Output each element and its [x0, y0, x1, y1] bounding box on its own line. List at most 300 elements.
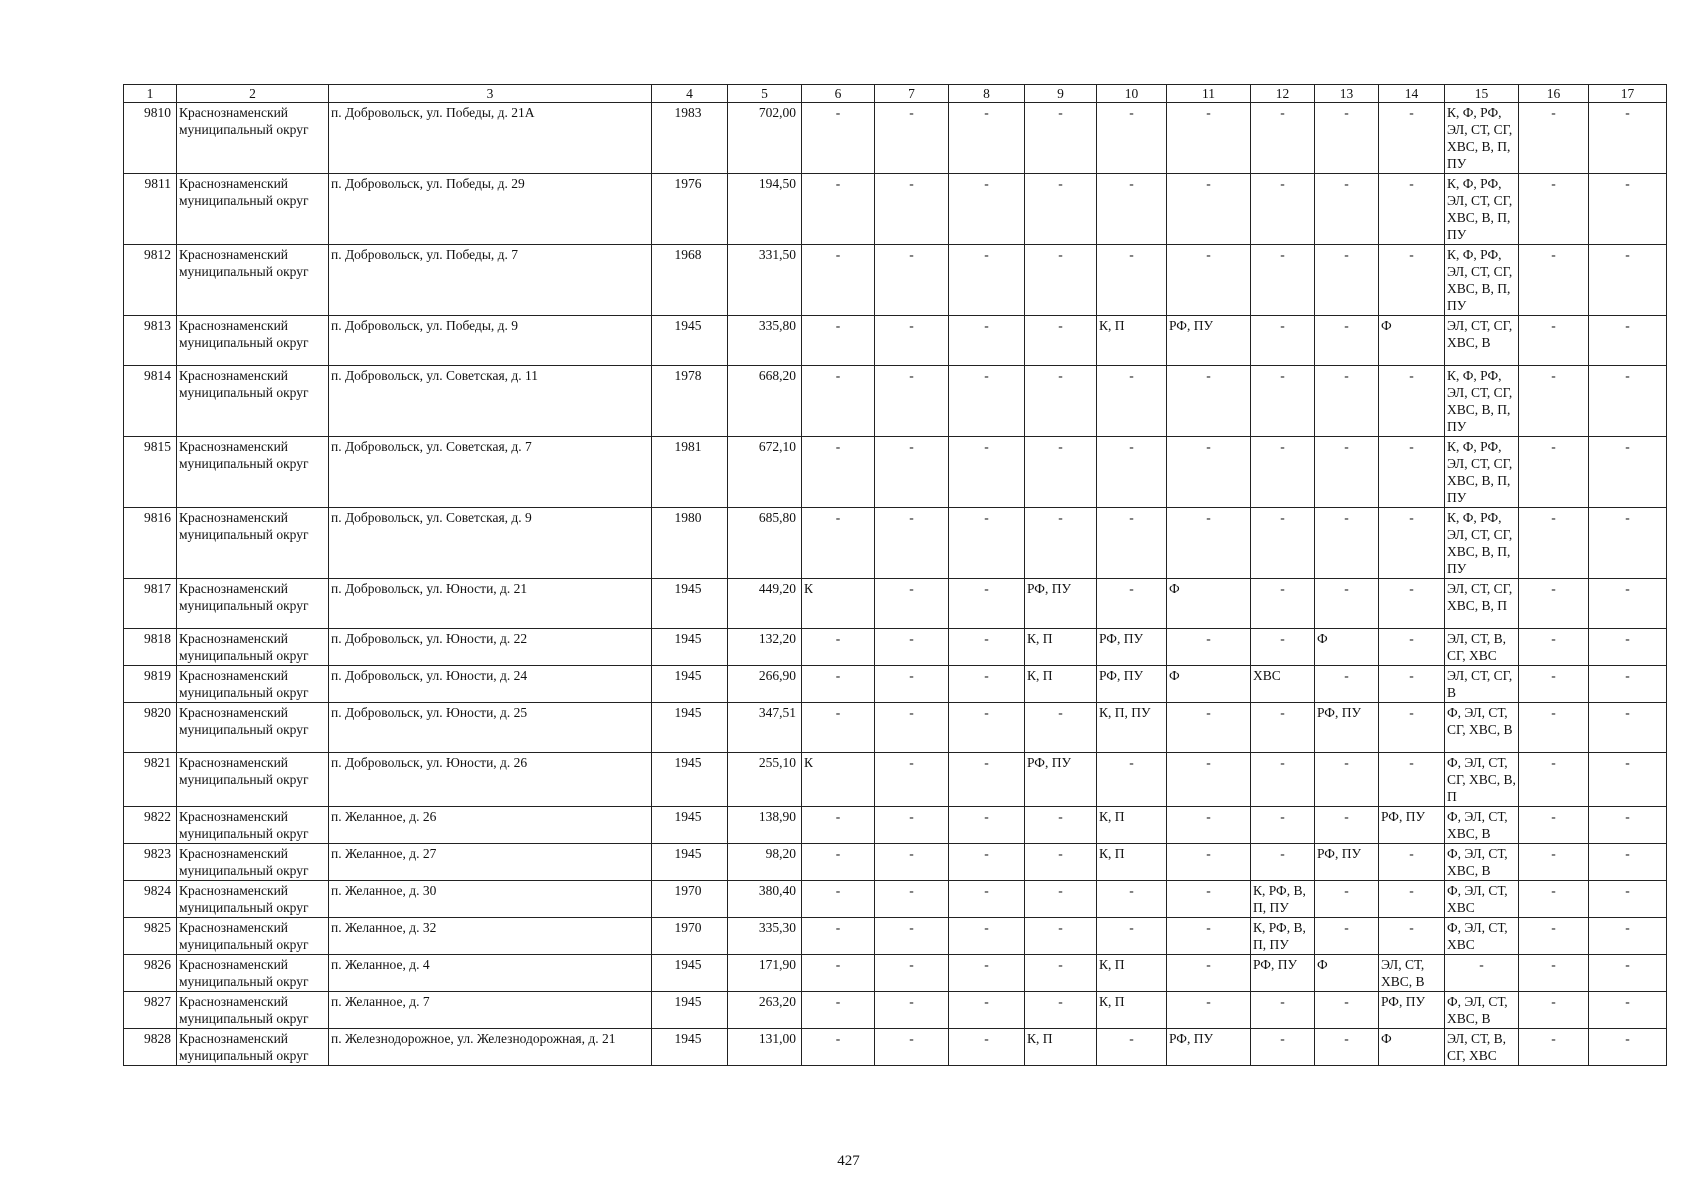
cell-col-16: -	[1519, 807, 1589, 844]
cell-col-2: Краснознаменский муниципальный округ	[177, 103, 329, 174]
cell-col-2: Краснознаменский муниципальный округ	[177, 992, 329, 1029]
cell-col-12: -	[1251, 366, 1315, 437]
cell-col-12: РФ, ПУ	[1251, 955, 1315, 992]
cell-col-2: Краснознаменский муниципальный округ	[177, 703, 329, 753]
cell-col-10: РФ, ПУ	[1097, 629, 1167, 666]
cell-col-8: -	[949, 881, 1025, 918]
column-header-8: 8	[949, 85, 1025, 103]
cell-col-7: -	[875, 955, 949, 992]
cell-col-12: -	[1251, 245, 1315, 316]
cell-col-1: 9815	[124, 437, 177, 508]
cell-col-17: -	[1589, 103, 1667, 174]
cell-col-15: К, Ф, РФ, ЭЛ, СТ, СГ, ХВС, В, П, ПУ	[1445, 174, 1519, 245]
cell-col-6: -	[802, 807, 875, 844]
cell-col-11: -	[1167, 629, 1251, 666]
cell-col-8: -	[949, 245, 1025, 316]
cell-col-6: -	[802, 703, 875, 753]
cell-col-10: -	[1097, 437, 1167, 508]
cell-col-5: 702,00	[728, 103, 802, 174]
cell-col-13: Ф	[1315, 629, 1379, 666]
cell-col-7: -	[875, 103, 949, 174]
cell-col-12: ХВС	[1251, 666, 1315, 703]
cell-col-7: -	[875, 844, 949, 881]
cell-col-11: Ф	[1167, 666, 1251, 703]
cell-col-4: 1945	[652, 629, 728, 666]
cell-col-14: ЭЛ, СТ, ХВС, В	[1379, 955, 1445, 992]
cell-col-13: -	[1315, 666, 1379, 703]
cell-col-8: -	[949, 316, 1025, 366]
cell-col-14: -	[1379, 703, 1445, 753]
cell-col-8: -	[949, 918, 1025, 955]
cell-col-10: К, П	[1097, 316, 1167, 366]
cell-col-15: Ф, ЭЛ, СТ, СГ, ХВС, В, П	[1445, 753, 1519, 807]
cell-col-4: 1978	[652, 366, 728, 437]
column-header-13: 13	[1315, 85, 1379, 103]
cell-col-9: -	[1025, 437, 1097, 508]
cell-col-1: 9813	[124, 316, 177, 366]
cell-col-12: -	[1251, 316, 1315, 366]
cell-col-4: 1970	[652, 881, 728, 918]
table-row	[124, 753, 1667, 807]
cell-col-17: -	[1589, 703, 1667, 753]
cell-col-16: -	[1519, 366, 1589, 437]
cell-col-16: -	[1519, 316, 1589, 366]
cell-col-3: п. Желанное, д. 7	[329, 992, 652, 1029]
cell-col-10: -	[1097, 174, 1167, 245]
cell-col-3: п. Добровольск, ул. Советская, д. 7	[329, 437, 652, 508]
cell-col-13: -	[1315, 753, 1379, 807]
cell-col-7: -	[875, 245, 949, 316]
cell-col-14: -	[1379, 508, 1445, 579]
cell-col-4: 1980	[652, 508, 728, 579]
cell-col-2: Краснознаменский муниципальный округ	[177, 366, 329, 437]
table-row	[124, 245, 1667, 316]
cell-col-11: -	[1167, 844, 1251, 881]
cell-col-4: 1945	[652, 807, 728, 844]
cell-col-12: -	[1251, 703, 1315, 753]
cell-col-1: 9824	[124, 881, 177, 918]
cell-col-17: -	[1589, 992, 1667, 1029]
cell-col-9: -	[1025, 508, 1097, 579]
page-number: 427	[837, 1153, 860, 1169]
cell-col-17: -	[1589, 666, 1667, 703]
column-header-11: 11	[1167, 85, 1251, 103]
cell-col-9: -	[1025, 955, 1097, 992]
cell-col-16: -	[1519, 666, 1589, 703]
cell-col-8: -	[949, 437, 1025, 508]
cell-col-15: Ф, ЭЛ, СТ, ХВС	[1445, 881, 1519, 918]
column-header-5: 5	[728, 85, 802, 103]
cell-col-11: -	[1167, 245, 1251, 316]
header-row	[124, 85, 1667, 103]
cell-col-10: -	[1097, 508, 1167, 579]
cell-col-7: -	[875, 316, 949, 366]
cell-col-1: 9820	[124, 703, 177, 753]
cell-col-4: 1981	[652, 437, 728, 508]
cell-col-12: -	[1251, 1029, 1315, 1066]
cell-col-17: -	[1589, 753, 1667, 807]
cell-col-11: РФ, ПУ	[1167, 316, 1251, 366]
cell-col-10: -	[1097, 881, 1167, 918]
cell-col-15: -	[1445, 955, 1519, 992]
cell-col-1: 9812	[124, 245, 177, 316]
cell-col-16: -	[1519, 992, 1589, 1029]
cell-col-16: -	[1519, 579, 1589, 629]
column-header-17: 17	[1589, 85, 1667, 103]
cell-col-2: Краснознаменский муниципальный округ	[177, 245, 329, 316]
cell-col-11: -	[1167, 366, 1251, 437]
cell-col-3: п. Желанное, д. 26	[329, 807, 652, 844]
cell-col-9: -	[1025, 366, 1097, 437]
table-row	[124, 992, 1667, 1029]
cell-col-1: 9822	[124, 807, 177, 844]
cell-col-10: -	[1097, 579, 1167, 629]
cell-col-5: 335,80	[728, 316, 802, 366]
column-header-14: 14	[1379, 85, 1445, 103]
cell-col-3: п. Добровольск, ул. Советская, д. 11	[329, 366, 652, 437]
cell-col-10: К, П	[1097, 992, 1167, 1029]
table-row	[124, 103, 1667, 174]
cell-col-12: -	[1251, 508, 1315, 579]
cell-col-2: Краснознаменский муниципальный округ	[177, 174, 329, 245]
cell-col-8: -	[949, 1029, 1025, 1066]
cell-col-3: п. Желанное, д. 30	[329, 881, 652, 918]
cell-col-3: п. Желанное, д. 32	[329, 918, 652, 955]
cell-col-9: -	[1025, 245, 1097, 316]
cell-col-2: Краснознаменский муниципальный округ	[177, 437, 329, 508]
cell-col-8: -	[949, 666, 1025, 703]
cell-col-16: -	[1519, 174, 1589, 245]
cell-col-6: -	[802, 316, 875, 366]
cell-col-16: -	[1519, 629, 1589, 666]
cell-col-13: -	[1315, 103, 1379, 174]
cell-col-2: Краснознаменский муниципальный округ	[177, 753, 329, 807]
table-row	[124, 629, 1667, 666]
cell-col-14: -	[1379, 174, 1445, 245]
cell-col-10: К, П	[1097, 955, 1167, 992]
cell-col-3: п. Добровольск, ул. Юности, д. 25	[329, 703, 652, 753]
cell-col-16: -	[1519, 245, 1589, 316]
cell-col-17: -	[1589, 918, 1667, 955]
cell-col-7: -	[875, 992, 949, 1029]
cell-col-5: 335,30	[728, 918, 802, 955]
cell-col-5: 255,10	[728, 753, 802, 807]
cell-col-12: -	[1251, 437, 1315, 508]
cell-col-13: -	[1315, 579, 1379, 629]
cell-col-10: К, П	[1097, 807, 1167, 844]
cell-col-7: -	[875, 437, 949, 508]
table-row	[124, 316, 1667, 366]
cell-col-6: -	[802, 366, 875, 437]
cell-col-1: 9816	[124, 508, 177, 579]
cell-col-11: -	[1167, 881, 1251, 918]
cell-col-6: -	[802, 245, 875, 316]
cell-col-11: -	[1167, 955, 1251, 992]
cell-col-15: ЭЛ, СТ, В, СГ, ХВС	[1445, 629, 1519, 666]
cell-col-9: -	[1025, 918, 1097, 955]
cell-col-12: -	[1251, 579, 1315, 629]
cell-col-13: -	[1315, 918, 1379, 955]
cell-col-16: -	[1519, 508, 1589, 579]
cell-col-15: Ф, ЭЛ, СТ, СГ, ХВС, В	[1445, 703, 1519, 753]
cell-col-15: ЭЛ, СТ, СГ, ХВС, В	[1445, 316, 1519, 366]
cell-col-3: п. Желанное, д. 4	[329, 955, 652, 992]
cell-col-5: 449,20	[728, 579, 802, 629]
cell-col-6: -	[802, 1029, 875, 1066]
cell-col-17: -	[1589, 1029, 1667, 1066]
cell-col-8: -	[949, 508, 1025, 579]
cell-col-6: -	[802, 103, 875, 174]
cell-col-1: 9828	[124, 1029, 177, 1066]
cell-col-3: п. Желанное, д. 27	[329, 844, 652, 881]
cell-col-15: К, Ф, РФ, ЭЛ, СТ, СГ, ХВС, В, П, ПУ	[1445, 366, 1519, 437]
cell-col-12: -	[1251, 807, 1315, 844]
cell-col-11: -	[1167, 508, 1251, 579]
cell-col-16: -	[1519, 103, 1589, 174]
cell-col-3: п. Добровольск, ул. Победы, д. 29	[329, 174, 652, 245]
cell-col-13: РФ, ПУ	[1315, 703, 1379, 753]
cell-col-17: -	[1589, 437, 1667, 508]
cell-col-13: -	[1315, 316, 1379, 366]
cell-col-9: -	[1025, 103, 1097, 174]
cell-col-5: 171,90	[728, 955, 802, 992]
cell-col-10: -	[1097, 103, 1167, 174]
table-row	[124, 844, 1667, 881]
cell-col-1: 9819	[124, 666, 177, 703]
column-header-15: 15	[1445, 85, 1519, 103]
cell-col-6: -	[802, 844, 875, 881]
cell-col-14: Ф	[1379, 1029, 1445, 1066]
cell-col-3: п. Добровольск, ул. Советская, д. 9	[329, 508, 652, 579]
cell-col-1: 9810	[124, 103, 177, 174]
cell-col-2: Краснознаменский муниципальный округ	[177, 844, 329, 881]
cell-col-6: -	[802, 666, 875, 703]
cell-col-8: -	[949, 753, 1025, 807]
cell-col-2: Краснознаменский муниципальный округ	[177, 629, 329, 666]
cell-col-2: Краснознаменский муниципальный округ	[177, 316, 329, 366]
cell-col-9: РФ, ПУ	[1025, 753, 1097, 807]
column-header-4: 4	[652, 85, 728, 103]
cell-col-17: -	[1589, 366, 1667, 437]
cell-col-6: -	[802, 992, 875, 1029]
cell-col-14: Ф	[1379, 316, 1445, 366]
cell-col-1: 9814	[124, 366, 177, 437]
table-row	[124, 579, 1667, 629]
cell-col-9: -	[1025, 807, 1097, 844]
cell-col-17: -	[1589, 807, 1667, 844]
cell-col-15: Ф, ЭЛ, СТ, ХВС	[1445, 918, 1519, 955]
cell-col-17: -	[1589, 245, 1667, 316]
cell-col-11: Ф	[1167, 579, 1251, 629]
cell-col-3: п. Железнодорожное, ул. Железнодорожная, д. 21	[329, 1029, 652, 1066]
cell-col-2: Краснознаменский муниципальный округ	[177, 881, 329, 918]
table-row	[124, 366, 1667, 437]
cell-col-13: -	[1315, 174, 1379, 245]
cell-col-1: 9826	[124, 955, 177, 992]
cell-col-6: К	[802, 579, 875, 629]
cell-col-10: -	[1097, 245, 1167, 316]
cell-col-5: 668,20	[728, 366, 802, 437]
column-header-6: 6	[802, 85, 875, 103]
cell-col-14: -	[1379, 918, 1445, 955]
cell-col-14: -	[1379, 844, 1445, 881]
cell-col-10: РФ, ПУ	[1097, 666, 1167, 703]
cell-col-7: -	[875, 174, 949, 245]
cell-col-8: -	[949, 955, 1025, 992]
cell-col-9: К, П	[1025, 666, 1097, 703]
cell-col-2: Краснознаменский муниципальный округ	[177, 666, 329, 703]
cell-col-4: 1983	[652, 103, 728, 174]
cell-col-7: -	[875, 881, 949, 918]
cell-col-16: -	[1519, 703, 1589, 753]
cell-col-6: -	[802, 508, 875, 579]
cell-col-4: 1945	[652, 753, 728, 807]
cell-col-13: -	[1315, 437, 1379, 508]
cell-col-5: 266,90	[728, 666, 802, 703]
cell-col-2: Краснознаменский муниципальный округ	[177, 508, 329, 579]
cell-col-11: -	[1167, 703, 1251, 753]
cell-col-6: -	[802, 174, 875, 245]
cell-col-7: -	[875, 508, 949, 579]
cell-col-5: 132,20	[728, 629, 802, 666]
cell-col-12: -	[1251, 174, 1315, 245]
register-table	[123, 84, 1667, 1066]
table-row	[124, 508, 1667, 579]
cell-col-7: -	[875, 579, 949, 629]
cell-col-4: 1970	[652, 918, 728, 955]
cell-col-1: 9811	[124, 174, 177, 245]
cell-col-14: -	[1379, 881, 1445, 918]
cell-col-13: -	[1315, 508, 1379, 579]
cell-col-3: п. Добровольск, ул. Победы, д. 21А	[329, 103, 652, 174]
table-row	[124, 881, 1667, 918]
cell-col-15: ЭЛ, СТ, СГ, В	[1445, 666, 1519, 703]
cell-col-4: 1968	[652, 245, 728, 316]
cell-col-14: -	[1379, 753, 1445, 807]
cell-col-15: ЭЛ, СТ, СГ, ХВС, В, П	[1445, 579, 1519, 629]
cell-col-13: РФ, ПУ	[1315, 844, 1379, 881]
table-row	[124, 918, 1667, 955]
cell-col-6: -	[802, 918, 875, 955]
cell-col-1: 9825	[124, 918, 177, 955]
cell-col-11: РФ, ПУ	[1167, 1029, 1251, 1066]
cell-col-13: -	[1315, 1029, 1379, 1066]
cell-col-10: -	[1097, 366, 1167, 437]
cell-col-1: 9823	[124, 844, 177, 881]
cell-col-3: п. Добровольск, ул. Юности, д. 22	[329, 629, 652, 666]
cell-col-10: К, П	[1097, 844, 1167, 881]
cell-col-14: -	[1379, 437, 1445, 508]
cell-col-13: -	[1315, 366, 1379, 437]
cell-col-14: РФ, ПУ	[1379, 992, 1445, 1029]
column-header-3: 3	[329, 85, 652, 103]
cell-col-5: 672,10	[728, 437, 802, 508]
cell-col-6: -	[802, 437, 875, 508]
cell-col-10: -	[1097, 1029, 1167, 1066]
cell-col-9: -	[1025, 844, 1097, 881]
cell-col-5: 380,40	[728, 881, 802, 918]
cell-col-1: 9827	[124, 992, 177, 1029]
cell-col-14: -	[1379, 366, 1445, 437]
cell-col-8: -	[949, 807, 1025, 844]
cell-col-12: -	[1251, 629, 1315, 666]
cell-col-11: -	[1167, 918, 1251, 955]
cell-col-6: -	[802, 629, 875, 666]
cell-col-5: 98,20	[728, 844, 802, 881]
cell-col-16: -	[1519, 753, 1589, 807]
cell-col-4: 1945	[652, 316, 728, 366]
cell-col-14: -	[1379, 579, 1445, 629]
cell-col-5: 685,80	[728, 508, 802, 579]
cell-col-4: 1945	[652, 703, 728, 753]
cell-col-1: 9821	[124, 753, 177, 807]
cell-col-11: -	[1167, 753, 1251, 807]
cell-col-12: -	[1251, 992, 1315, 1029]
cell-col-4: 1945	[652, 955, 728, 992]
cell-col-1: 9817	[124, 579, 177, 629]
table-row	[124, 955, 1667, 992]
cell-col-17: -	[1589, 174, 1667, 245]
cell-col-14: РФ, ПУ	[1379, 807, 1445, 844]
cell-col-10: -	[1097, 918, 1167, 955]
cell-col-7: -	[875, 918, 949, 955]
cell-col-11: -	[1167, 992, 1251, 1029]
register-table-container	[123, 84, 1666, 1066]
cell-col-15: К, Ф, РФ, ЭЛ, СТ, СГ, ХВС, В, П, ПУ	[1445, 103, 1519, 174]
cell-col-14: -	[1379, 245, 1445, 316]
table-body	[124, 103, 1667, 1066]
cell-col-4: 1945	[652, 844, 728, 881]
cell-col-8: -	[949, 992, 1025, 1029]
cell-col-9: -	[1025, 174, 1097, 245]
cell-col-16: -	[1519, 844, 1589, 881]
cell-col-7: -	[875, 807, 949, 844]
column-header-1: 1	[124, 85, 177, 103]
cell-col-4: 1945	[652, 579, 728, 629]
column-header-10: 10	[1097, 85, 1167, 103]
cell-col-9: -	[1025, 881, 1097, 918]
cell-col-11: -	[1167, 807, 1251, 844]
cell-col-7: -	[875, 753, 949, 807]
cell-col-12: -	[1251, 753, 1315, 807]
cell-col-9: -	[1025, 992, 1097, 1029]
cell-col-15: К, Ф, РФ, ЭЛ, СТ, СГ, ХВС, В, П, ПУ	[1445, 245, 1519, 316]
table-row	[124, 666, 1667, 703]
cell-col-5: 131,00	[728, 1029, 802, 1066]
cell-col-9: К, П	[1025, 629, 1097, 666]
cell-col-15: К, Ф, РФ, ЭЛ, СТ, СГ, ХВС, В, П, ПУ	[1445, 437, 1519, 508]
cell-col-2: Краснознаменский муниципальный округ	[177, 1029, 329, 1066]
cell-col-13: -	[1315, 992, 1379, 1029]
cell-col-9: -	[1025, 703, 1097, 753]
table-row	[124, 807, 1667, 844]
cell-col-15: Ф, ЭЛ, СТ, ХВС, В	[1445, 844, 1519, 881]
cell-col-9: -	[1025, 316, 1097, 366]
cell-col-14: -	[1379, 629, 1445, 666]
cell-col-17: -	[1589, 629, 1667, 666]
column-header-16: 16	[1519, 85, 1589, 103]
cell-col-3: п. Добровольск, ул. Победы, д. 9	[329, 316, 652, 366]
cell-col-5: 263,20	[728, 992, 802, 1029]
cell-col-2: Краснознаменский муниципальный округ	[177, 807, 329, 844]
cell-col-8: -	[949, 366, 1025, 437]
column-header-9: 9	[1025, 85, 1097, 103]
cell-col-12: К, РФ, В, П, ПУ	[1251, 881, 1315, 918]
cell-col-7: -	[875, 666, 949, 703]
cell-col-10: -	[1097, 753, 1167, 807]
cell-col-11: -	[1167, 174, 1251, 245]
cell-col-3: п. Добровольск, ул. Юности, д. 24	[329, 666, 652, 703]
